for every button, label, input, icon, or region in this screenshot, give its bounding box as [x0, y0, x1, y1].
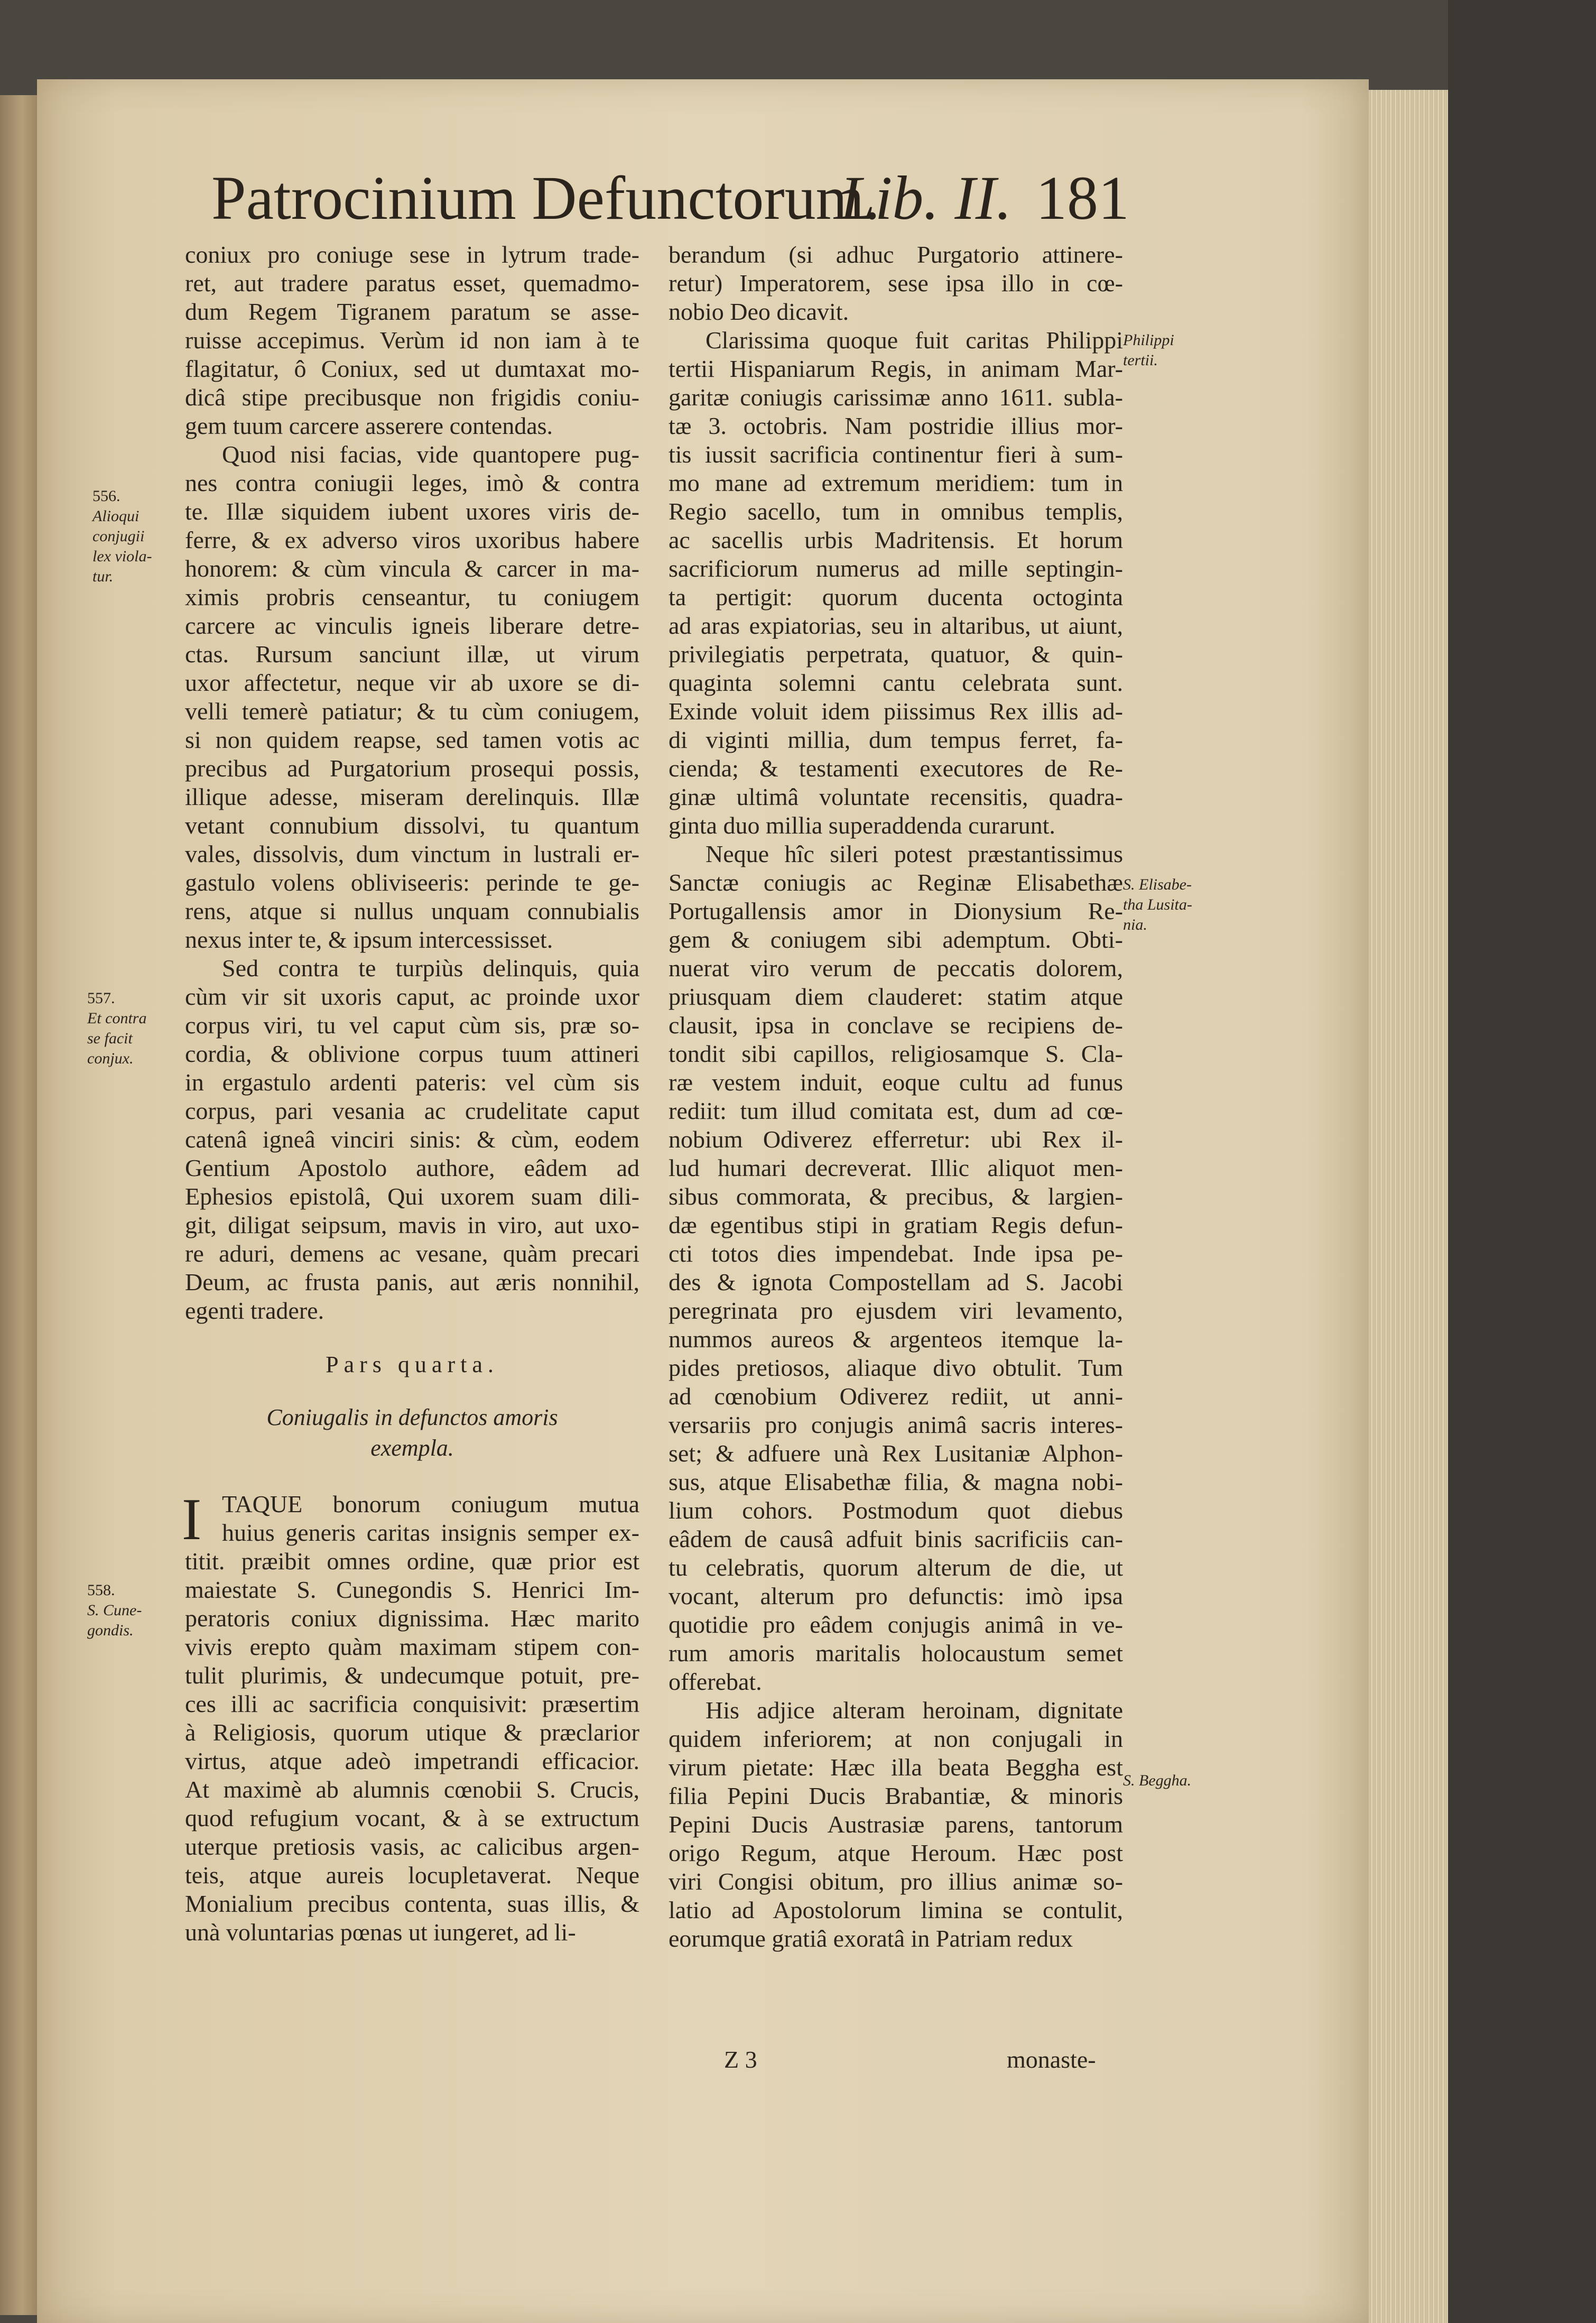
background	[1448, 0, 1596, 2323]
text-line: cienda; & testamenti executores de Re-	[669, 755, 1123, 782]
text-line: tertii Hispaniarum Regis, in animam Mar-	[669, 355, 1123, 382]
text-line: lium cohors. Postmodum quot diebus	[669, 1497, 1123, 1524]
text-line: ferre, & ex adverso viros uxoribus habere	[185, 526, 639, 553]
margin-note-text: tertii.	[1123, 351, 1158, 369]
margin-note-text: conjux.	[87, 1050, 134, 1067]
paragraph	[669, 326, 1123, 840]
drop-cap: I	[182, 1487, 202, 1552]
text-line: Neque hîc sileri potest præstantissimus	[706, 840, 1123, 867]
margin-note-558	[87, 1580, 142, 1641]
text-line: catenâ igneâ vinciri sinis: & cùm, eodem	[185, 1126, 639, 1153]
margin-note-text: lex viola-	[92, 548, 152, 565]
text-line: huius generis caritas insignis semper ex-	[222, 1519, 639, 1546]
text-line: berandum (si adhuc Purgatorio attinere-	[669, 241, 1123, 268]
text-line: sibus commorata, & precibus, & largien-	[669, 1183, 1123, 1210]
text-line: retur) Imperatorem, sese ipsa illo in cœ-	[669, 270, 1123, 297]
margin-note-text: Alioqui	[92, 507, 140, 525]
text-line: Sanctæ coniugis ac Reginæ Elisabethæ	[669, 869, 1123, 896]
paragraph	[669, 840, 1123, 1696]
section-opening	[182, 1487, 639, 1947]
running-head-title: Patrocinium Defunctorum.	[211, 163, 880, 233]
text-line: set; & adfuere unà Rex Lusitaniæ Alphon-	[669, 1440, 1123, 1467]
text-line: honorem: & cùm vincula & carcer in ma-	[185, 555, 639, 582]
text-line: versariis pro conjugis animâ sacris interes-	[669, 1411, 1123, 1438]
text-line: ræ vestem induit, eoque cultu ad funus	[669, 1069, 1123, 1096]
text-line: Clarissima quoque fuit caritas Philippi	[706, 327, 1123, 354]
text-line: vocant, alterum pro defunctis: imò ipsa	[669, 1582, 1123, 1609]
text-line: virum pietate: Hæc illa beata Beggha est	[669, 1754, 1123, 1781]
margin-note-text: tha Lusita-	[1123, 896, 1192, 913]
text-line: offerebat.	[669, 1668, 762, 1695]
text-line: corpus, pari vesania ac crudelitate caput	[185, 1097, 639, 1124]
margin-note-556	[92, 486, 152, 587]
text-line: nexus inter te, & ipsum intercessisset.	[185, 926, 553, 953]
text-line: rediit: tum illud comitata est, dum ad cœ-	[669, 1097, 1123, 1124]
facing-page-edge	[0, 95, 37, 2315]
text-line: filia Pepini Ducis Brabantiæ, & minoris	[669, 1782, 1123, 1809]
text-line: priusquam diem clauderet: statim atque	[669, 983, 1123, 1010]
text-line: rum amoris maritalis holocaustum semet	[669, 1640, 1123, 1667]
text-line: ginta duo millia superaddenda curarunt.	[669, 812, 1055, 839]
text-line: nobium Odiverez efferretur: ubi Rex il-	[669, 1126, 1123, 1153]
text-line: Exinde voluit idem piissimus Rex illis ad-	[669, 698, 1123, 725]
paragraph	[669, 240, 1123, 326]
text-line: uxor affectetur, neque vir ab uxore se di-	[185, 669, 639, 696]
margin-note-text: S. Cune-	[87, 1602, 142, 1619]
text-line: si non quidem reapse, sed tamen votis ac	[185, 726, 639, 753]
right-column	[669, 240, 1123, 1953]
margin-note-number: 556.	[92, 487, 120, 505]
text-line: ces illi ac sacrificia conquisivit: præsertim	[185, 1690, 639, 1717]
text-line: gem & coniugem sibi ademptum. Obti-	[669, 926, 1123, 953]
text-line: At maximè ab alumnis cœnobii S. Crucis,	[185, 1776, 639, 1803]
text-line: vales, dissolvis, dum vinctum in lustrali er-	[185, 840, 639, 867]
text-line: mo mane ad extremum meridiem: tum in	[669, 469, 1123, 496]
text-line: quaginta solemni cantu celebrata sunt.	[669, 669, 1123, 696]
catchword: monaste-	[1007, 2046, 1096, 2073]
running-head	[211, 159, 1163, 238]
paragraph	[185, 954, 639, 1325]
text-line: tu celebratis, quorum alterum de die, ut	[669, 1554, 1123, 1581]
text-line: corpus viri, tu vel caput cùm sis, præ so-	[185, 1012, 639, 1039]
text-line: ruisse accepimus. Verùm id non iam à te	[185, 327, 639, 354]
margin-note-philippi	[1123, 330, 1174, 371]
margin-note-number: 557.	[87, 989, 115, 1007]
margin-note-beggha	[1123, 1771, 1191, 1791]
text-line: privilegiatis perpetrata, quatuor, & quin-	[669, 641, 1123, 668]
text-line: lud humari decreverat. Illic aliquot men-	[669, 1154, 1123, 1181]
text-line: dæ egentibus stipi in gratiam Regis defun-	[669, 1211, 1123, 1238]
text-line: ta pertigit: quorum ducenta octoginta	[669, 584, 1123, 610]
text-line: dicâ stipe precibusque non frigidis coniu-	[185, 384, 639, 411]
text-line: Regio sacello, tum in omnibus templis,	[669, 498, 1123, 525]
text-line: Quod nisi facias, vide quantopere pug-	[222, 441, 639, 468]
margin-note-text: tur.	[92, 568, 114, 585]
margin-note-557	[87, 988, 147, 1069]
text-line: ginæ ultimâ voluntate recensitis, quadra-	[669, 783, 1123, 810]
text-line: Sed contra te turpiùs delinquis, quia	[222, 955, 639, 982]
running-head-book: Lib. II.	[840, 163, 1012, 233]
margin-note-text: conjugii	[92, 527, 145, 545]
text-line: tæ 3. octobris. Nam postridie illius mor-	[669, 412, 1123, 439]
section-title: exempla.	[370, 1435, 454, 1461]
text-line: ximis probris censeantur, tu coniugem	[185, 584, 639, 610]
text-line: des & ignota Compostellam ad S. Jacobi	[669, 1269, 1123, 1295]
text-line: quotidie pro eâdem conjugis animâ in ve-	[669, 1611, 1123, 1638]
text-line: TAQUE bonorum coniugum mutua	[222, 1491, 639, 1517]
text-line: ad aras expiatorias, seu in altaribus, ut aiunt,	[669, 612, 1123, 639]
text-line: titit. præibit omnes ordine, quæ prior est	[185, 1548, 639, 1575]
text-line: uterque pretiosis vasis, ac calicibus argen-	[185, 1833, 639, 1860]
margin-note-text: Philippi	[1123, 331, 1174, 349]
text-line: peratoris coniux dignissima. Hæc marito	[185, 1605, 639, 1632]
text-line: dum Regem Tigranem paratum se asse-	[185, 298, 639, 325]
text-line: coniux pro coniuge sese in lytrum trade-	[185, 241, 639, 268]
margin-note-text: S. Beggha.	[1123, 1772, 1192, 1789]
text-line: vetant connubium dissolvi, tu quantum	[185, 812, 639, 839]
text-line: di viginti millia, dum tempus ferret, fa-	[669, 726, 1123, 753]
text-line: egenti tradere.	[185, 1297, 324, 1324]
text-line: latio ad Apostolorum limina se contulit,	[669, 1896, 1123, 1923]
paragraph	[185, 440, 639, 954]
text-line: nuerat viro verum de peccatis dolorem,	[669, 955, 1123, 982]
text-line: à Religiosis, quorum utique & præclarior	[185, 1719, 639, 1746]
text-line: velli temerè patiatur; & tu cùm coniugem,	[185, 698, 639, 725]
text-line: origo Regum, atque Heroum. Hæc post	[669, 1839, 1123, 1866]
text-line: re aduri, demens ac vesane, quàm precari	[185, 1240, 639, 1267]
text-line: in ergastulo ardenti pateris: vel cùm sis	[185, 1069, 639, 1096]
text-line: Pepini Ducis Austrasiæ parens, tantorum	[669, 1811, 1123, 1838]
text-line: pides pretiosos, aliaque divo obtulit. Tum	[669, 1354, 1123, 1381]
text-line: unà voluntarias pœnas ut iungeret, ad li-	[185, 1919, 576, 1946]
section-title: Coniugalis in defunctos amoris	[266, 1404, 558, 1430]
text-line: ret, aut tradere paratus esset, quemadmo-	[185, 270, 639, 297]
margin-note-text: gondis.	[87, 1622, 134, 1639]
paragraph	[185, 240, 639, 440]
margin-note-number: 558.	[87, 1581, 115, 1599]
text-line: nobio Deo dicavit.	[669, 298, 849, 325]
text-line: illique adesse, miseram derelinquis. Illæ	[185, 783, 639, 810]
text-line: Monialium precibus contenta, suas illis, &	[185, 1890, 639, 1917]
text-line: teis, atque aureis locupletaverat. Neque	[185, 1862, 639, 1889]
page-block-edge	[1369, 90, 1448, 2323]
text-line: flagitatur, ô Coniux, sed ut dumtaxat mo-	[185, 355, 639, 382]
margin-note-text: se facit	[87, 1030, 133, 1047]
text-line: gem tuum carcere asserere contendas.	[185, 412, 553, 439]
text-line: nes contra coniugii leges, imò & contra	[185, 469, 639, 496]
text-line: garitæ coniugis carissimæ anno 1611. subla-	[669, 384, 1123, 411]
text-line: maiestate S. Cunegondis S. Henrici Im-	[185, 1576, 639, 1603]
paragraph	[185, 1490, 639, 1947]
text-line: tulit plurimis, & undecumque potuit, pre-	[185, 1662, 639, 1689]
paragraph	[669, 1696, 1123, 1953]
text-line: virtus, atque adeò impetrandi efficacior.	[185, 1747, 639, 1774]
text-line: Ephesios epistolâ, Qui uxorem suam dili-	[185, 1183, 639, 1210]
text-line: rens, atque si nullus unquam connubialis	[185, 897, 639, 924]
signature-mark: Z 3	[724, 2046, 757, 2073]
text-line: ctas. Rursum sanciunt illæ, ut virum	[185, 641, 639, 668]
text-line: quod refugium vocant, & à se extructum	[185, 1804, 639, 1831]
page-number: 181	[1036, 163, 1129, 233]
text-line: cordia, & oblivione corpus tuum attineri	[185, 1040, 639, 1067]
margin-note-text: S. Elisabe-	[1123, 876, 1192, 893]
text-line: sacrificiorum numerus ad mille septingin-	[669, 555, 1123, 582]
text-line: tis iussit sacrificia continentur fieri à sum-	[669, 441, 1123, 468]
text-line: viri Congisi obitum, pro illius animæ so-	[669, 1868, 1123, 1895]
text-line: clausit, ipsa in conclave se recipiens de-	[669, 1012, 1123, 1039]
text-line: precibus ad Purgatorium prosequi possis,	[185, 755, 639, 782]
text-line: carcere ac vinculis igneis liberare detre-	[185, 612, 639, 639]
text-line: His adjice alteram heroinam, dignitate	[706, 1697, 1123, 1724]
margin-note-text: Et contra	[87, 1010, 147, 1027]
text-line: cùm vir sit uxoris caput, ac proinde uxor	[185, 983, 639, 1010]
left-column	[182, 240, 639, 1947]
text-line: git, diligat seipsum, mavis in viro, aut uxo-	[185, 1211, 639, 1238]
text-line: quidem inferiorem; at non conjugali in	[669, 1725, 1123, 1752]
part-heading: Pars quarta.	[326, 1352, 499, 1377]
text-line: Deum, ac frusta panis, aut æris nonnihil,	[185, 1269, 639, 1295]
text-line: peregrinata pro ejusdem viri levamento,	[669, 1297, 1123, 1324]
text-line: vivis erepto quàm maximam stipem con-	[185, 1633, 639, 1660]
text-line: eorumque gratiâ exoratâ in Patriam redux	[669, 1925, 1073, 1952]
text-line: Portugallensis amor in Dionysium Re-	[669, 897, 1123, 924]
text-line: nummos aureos & argenteos itemque la-	[669, 1326, 1123, 1353]
text-line: ac sacellis urbis Madritensis. Et horum	[669, 526, 1123, 553]
margin-note-text: nia.	[1123, 916, 1147, 933]
text-line: gastulo volens obliviseeris: perinde te ge-	[185, 869, 639, 896]
text-line: sus, atque Elisabethæ filia, & magna nobi-	[669, 1468, 1123, 1495]
text-line: eâdem de causâ adfuit binis sacrificiis can-	[669, 1525, 1123, 1552]
text-line: tondit sibi capillos, religiosamque S. Cla-	[669, 1040, 1123, 1067]
text-line: Gentium Apostolo authore, eâdem ad	[185, 1154, 639, 1181]
text-line: te. Illæ siquidem iubent uxores viris de-	[185, 498, 639, 525]
text-line: cti totos dies impendebat. Inde ipsa pe-	[669, 1240, 1123, 1267]
text-line: ad cœnobium Odiverez rediit, ut anni-	[669, 1383, 1123, 1410]
margin-note-elisabetha	[1123, 875, 1192, 935]
